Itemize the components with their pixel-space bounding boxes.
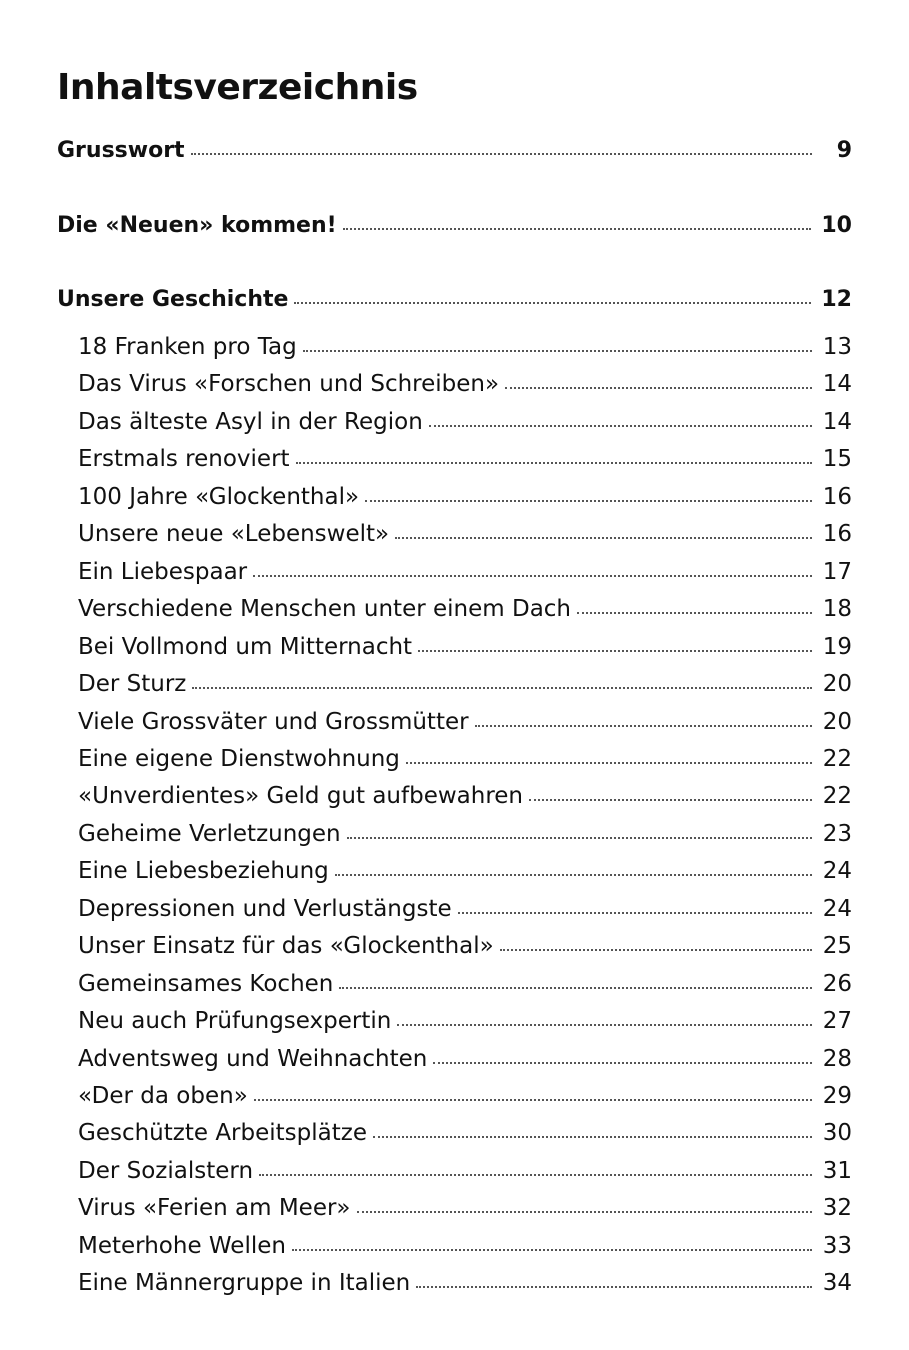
toc-entry-title: Ein Liebespaar (78, 559, 248, 585)
toc-entry-title: «Unverdientes» Geld gut aufbewahren (78, 783, 524, 809)
toc-entry-12[interactable] (78, 742, 852, 776)
page-number: 34 (822, 1270, 852, 1296)
dot-leader (433, 1062, 812, 1064)
toc-section-2[interactable] (57, 209, 852, 243)
dot-leader (254, 1099, 812, 1101)
toc-entry-18[interactable] (78, 967, 852, 1001)
dot-leader (475, 725, 812, 727)
dot-leader (577, 612, 812, 614)
toc-entry-25[interactable] (78, 1229, 852, 1263)
dot-leader (365, 500, 812, 502)
toc-entry-21[interactable] (78, 1079, 852, 1113)
toc-entry-title: Die «Neuen» kommen! (57, 213, 337, 238)
toc-entry-13[interactable] (78, 779, 852, 813)
toc-entry-15[interactable] (78, 854, 852, 888)
dot-leader (292, 1249, 812, 1251)
toc-entry-16[interactable] (78, 892, 852, 926)
page-number: 23 (822, 821, 852, 847)
toc-entry-8[interactable] (78, 592, 852, 626)
toc-entry-6[interactable] (78, 517, 852, 551)
toc-entry-title: Eine eigene Dienstwohnung (78, 746, 400, 772)
toc-entry-20[interactable] (78, 1042, 852, 1076)
toc-entry-title: Neu auch Prüfungsexpertin (78, 1008, 392, 1034)
dot-leader (335, 874, 812, 876)
dot-leader (294, 302, 811, 304)
toc-entry-title: 100 Jahre «Glockenthal» (78, 484, 360, 510)
page-number: 14 (822, 371, 852, 397)
toc-entry-2[interactable] (78, 367, 852, 401)
page-number: 10 (821, 213, 852, 238)
toc-entry-22[interactable] (78, 1116, 852, 1150)
page-number: 27 (822, 1008, 852, 1034)
dot-leader (373, 1136, 812, 1138)
dot-leader (192, 687, 812, 689)
toc-entry-title: 18 Franken pro Tag (78, 334, 297, 360)
dot-leader (259, 1174, 812, 1176)
toc-entry-10[interactable] (78, 667, 852, 701)
toc-entry-title: Das Virus «Forschen und Schreiben» (78, 371, 500, 397)
page-title: Inhaltsverzeichnis (57, 67, 418, 108)
page-number: 20 (822, 709, 852, 735)
page-number: 15 (822, 446, 852, 472)
toc-entry-title: Depressionen und Verlustängste (78, 896, 452, 922)
toc-entry-title: Eine Männergruppe in Italien (78, 1270, 411, 1296)
toc-entry-title: Eine Liebesbeziehung (78, 858, 329, 884)
page-number: 22 (822, 746, 852, 772)
dot-leader (406, 762, 812, 764)
page-number: 19 (822, 634, 852, 660)
dot-leader (357, 1211, 812, 1213)
toc-entry-24[interactable] (78, 1191, 852, 1225)
toc-entry-title: Verschiedene Menschen unter einem Dach (78, 596, 572, 622)
dot-leader (395, 537, 812, 539)
toc-entry-title: Der Sozialstern (78, 1158, 254, 1184)
page-number: 24 (822, 896, 852, 922)
dot-leader (303, 350, 812, 352)
page-number: 26 (822, 971, 852, 997)
toc-section-1[interactable] (57, 134, 852, 168)
dot-leader (253, 575, 812, 577)
toc-entry-title: Erstmals renoviert (78, 446, 290, 472)
page-number: 14 (822, 409, 852, 435)
page-number: 28 (822, 1046, 852, 1072)
dot-leader (296, 462, 812, 464)
page-number: 17 (822, 559, 852, 585)
page-number: 22 (822, 783, 852, 809)
toc-entry-4[interactable] (78, 442, 852, 476)
toc-entry-26[interactable] (78, 1266, 852, 1300)
dot-leader (191, 153, 812, 155)
toc-entry-1[interactable] (78, 330, 852, 364)
toc-entry-11[interactable] (78, 705, 852, 739)
dot-leader (500, 949, 812, 951)
page-number: 16 (822, 521, 852, 547)
page-number: 20 (822, 671, 852, 697)
dot-leader (343, 228, 812, 230)
toc-entry-title: Meterhohe Wellen (78, 1233, 286, 1259)
page-number: 9 (836, 138, 852, 163)
toc-entry-title: Unser Einsatz für das «Glockenthal» (78, 933, 494, 959)
toc-entry-title: «Der da oben» (78, 1083, 248, 1109)
toc-entry-14[interactable] (78, 817, 852, 851)
toc-entry-title: Viele Grossväter und Grossmütter (78, 709, 469, 735)
toc-entry-title: Unsere neue «Lebenswelt» (78, 521, 390, 547)
dot-leader (429, 425, 812, 427)
toc-entry-17[interactable] (78, 929, 852, 963)
toc-entry-title: Grusswort (57, 138, 185, 163)
dot-leader (347, 837, 812, 839)
toc-entry-title: Der Sturz (78, 671, 187, 697)
page-number: 12 (821, 287, 852, 312)
dot-leader (339, 987, 812, 989)
dot-leader (505, 387, 812, 389)
toc-entry-19[interactable] (78, 1004, 852, 1038)
dot-leader (397, 1024, 812, 1026)
dot-leader (529, 799, 812, 801)
toc-entry-title: Das älteste Asyl in der Region (78, 409, 423, 435)
toc-entry-title: Gemeinsames Kochen (78, 971, 334, 997)
toc-entry-9[interactable] (78, 630, 852, 664)
dot-leader (418, 650, 812, 652)
page-number: 25 (822, 933, 852, 959)
toc-section-3[interactable] (57, 283, 852, 317)
page-number: 31 (822, 1158, 852, 1184)
toc-entry-title: Geschützte Arbeitsplätze (78, 1120, 367, 1146)
toc-entry-title: Unsere Geschichte (57, 287, 289, 312)
toc-entry-23[interactable] (78, 1154, 852, 1188)
toc-entry-title: Virus «Ferien am Meer» (78, 1195, 351, 1221)
toc-entry-5[interactable] (78, 480, 852, 514)
page-number: 33 (822, 1233, 852, 1259)
page-number: 32 (822, 1195, 852, 1221)
page-number: 13 (822, 334, 852, 360)
toc-entry-title: Bei Vollmond um Mitternacht (78, 634, 413, 660)
dot-leader (416, 1286, 812, 1288)
dot-leader (458, 912, 812, 914)
toc-entry-7[interactable] (78, 555, 852, 589)
page-number: 18 (822, 596, 852, 622)
page-number: 29 (822, 1083, 852, 1109)
page-number: 16 (822, 484, 852, 510)
toc-entry-3[interactable] (78, 405, 852, 439)
toc-entry-title: Adventsweg und Weihnachten (78, 1046, 428, 1072)
page-number: 24 (822, 858, 852, 884)
toc-entry-title: Geheime Verletzungen (78, 821, 341, 847)
page-number: 30 (822, 1120, 852, 1146)
